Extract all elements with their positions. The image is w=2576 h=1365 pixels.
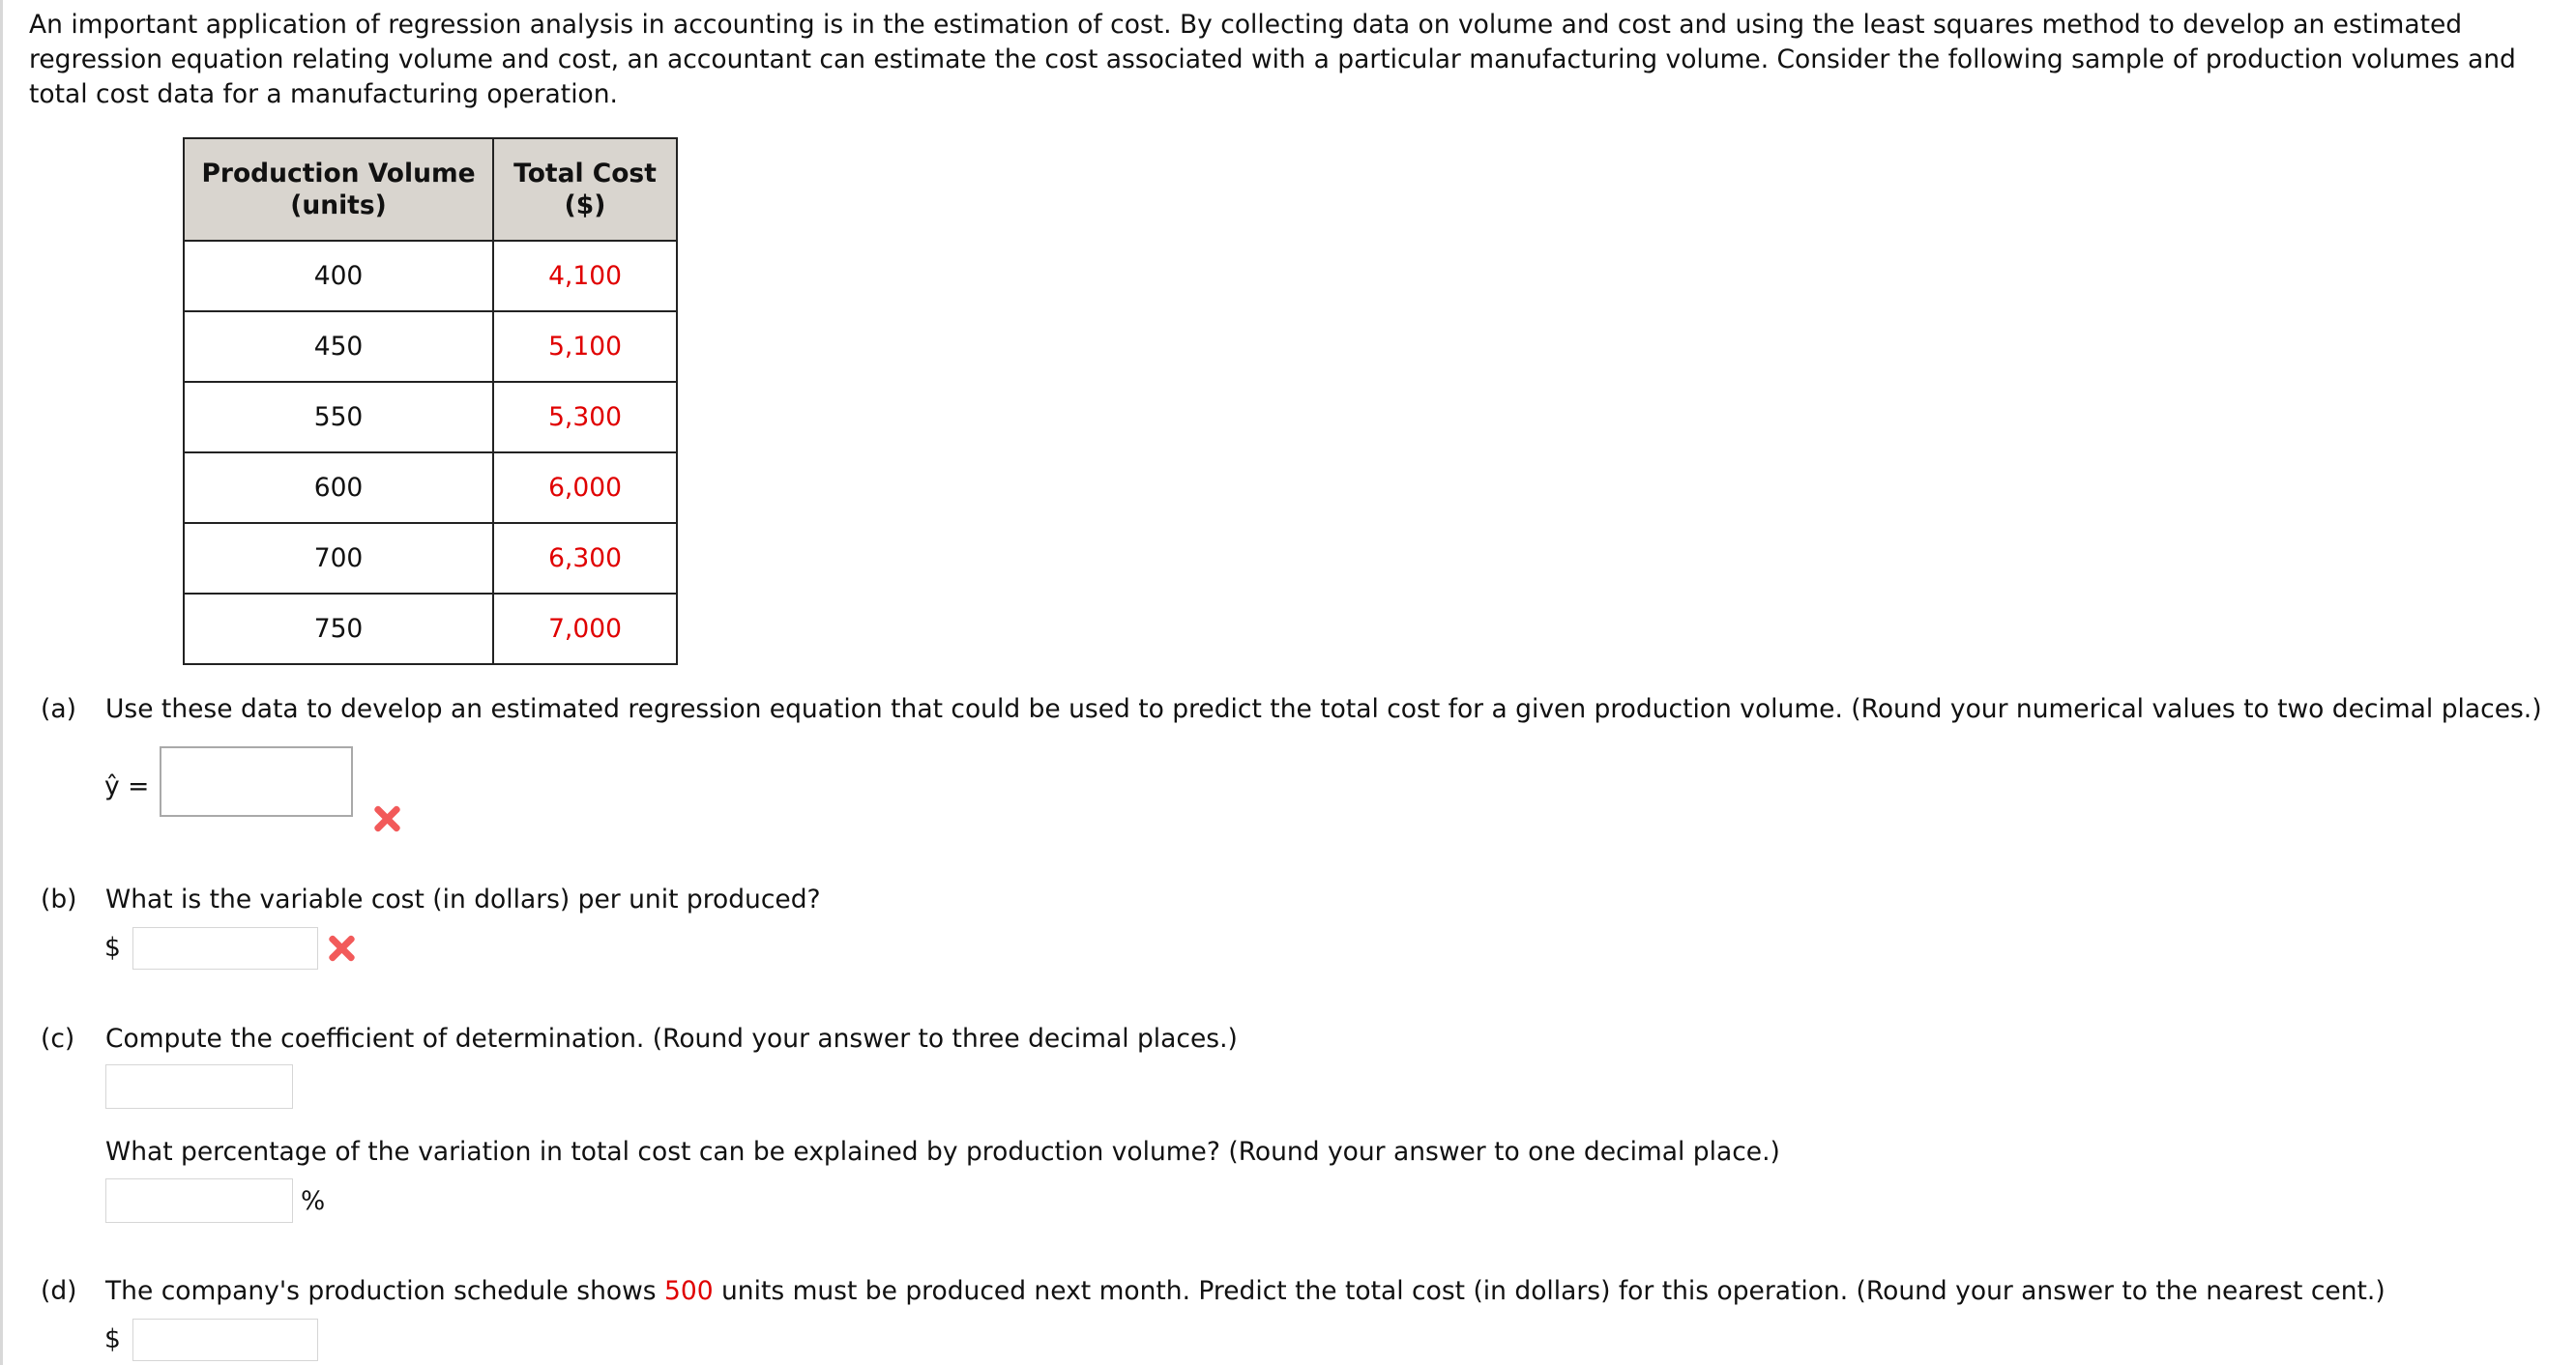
- coefficient-of-determination-input[interactable]: [105, 1064, 293, 1109]
- total-cost-prediction-input[interactable]: [132, 1319, 318, 1361]
- part-a-label: (a): [41, 694, 76, 724]
- data-table: [183, 137, 678, 665]
- currency-symbol: $: [104, 1324, 121, 1354]
- table-row: [184, 594, 677, 664]
- intro-paragraph: An important application of regression analysis in accounting is in the estimation of cost. By collecting data on volume and cost and using the least squares method to develop an estimated regression equation relating volume and cost, an accountant can estimate the cost associated with a particular manufacturing volume. Consider the following sample of production volumes and total cost data for a manufacturing operation.: [29, 10, 2516, 109]
- volume-cell: 600: [184, 452, 493, 523]
- part-d-text-before: The company's production schedule shows: [105, 1276, 664, 1306]
- incorrect-x-icon: [326, 933, 357, 964]
- yhat-label: ŷ =: [104, 771, 150, 801]
- table-row: [184, 311, 677, 382]
- volume-cell: 750: [184, 594, 493, 664]
- part-c-followup-question: What percentage of the variation in total cost can be explained by production volume? (Round your answer to one decimal place.): [105, 1137, 1780, 1167]
- cost-cell: 6,000: [493, 452, 677, 523]
- part-b-question: What is the variable cost (in dollars) per unit produced?: [105, 885, 821, 915]
- part-a-question: Use these data to develop an estimated regression equation that could be used to predict the total cost for a given production volume. (Round your numerical values to two decimal places.): [105, 694, 2542, 724]
- variable-cost-input[interactable]: [132, 927, 318, 970]
- header-cost-line2: ($): [564, 190, 606, 220]
- header-total-cost: [493, 138, 677, 241]
- part-b-label: (b): [41, 885, 77, 915]
- volume-cell: 550: [184, 382, 493, 452]
- header-volume-line1: Production Volume: [201, 159, 476, 189]
- cost-cell: 5,100: [493, 311, 677, 382]
- cost-cell: 7,000: [493, 594, 677, 664]
- part-d: [0, 1274, 2576, 1365]
- incorrect-x-icon: [371, 803, 402, 834]
- percentage-input[interactable]: [105, 1178, 293, 1223]
- cost-cell: 6,300: [493, 523, 677, 594]
- cost-cell: 4,100: [493, 241, 677, 311]
- cost-cell: 5,300: [493, 382, 677, 452]
- volume-cell: 700: [184, 523, 493, 594]
- header-cost-line1: Total Cost: [513, 159, 657, 189]
- header-volume-line2: (units): [290, 190, 387, 220]
- part-d-text-after: units must be produced next month. Predict the total cost (in dollars) for this operation. (Round your answer to the nearest cent.): [713, 1276, 2386, 1306]
- header-production-volume: [184, 138, 493, 241]
- part-c: [0, 1022, 2576, 1234]
- volume-cell: 450: [184, 311, 493, 382]
- part-c-label: (c): [41, 1024, 75, 1054]
- part-b: [0, 883, 2576, 979]
- volume-cell: 400: [184, 241, 493, 311]
- part-a: [0, 692, 2576, 828]
- table-row: [184, 241, 677, 311]
- percent-sign: %: [301, 1186, 326, 1216]
- table-row: [184, 452, 677, 523]
- part-d-label: (d): [41, 1276, 77, 1306]
- part-c-question: Compute the coefficient of determination. (Round your answer to three decimal places.): [105, 1024, 1238, 1054]
- regression-equation-input[interactable]: [160, 746, 353, 817]
- currency-symbol: $: [104, 933, 121, 963]
- table-header-row: [184, 138, 677, 241]
- part-d-question: [105, 1274, 2386, 1309]
- table-row: [184, 523, 677, 594]
- table-row: [184, 382, 677, 452]
- units-value: 500: [663, 1276, 714, 1306]
